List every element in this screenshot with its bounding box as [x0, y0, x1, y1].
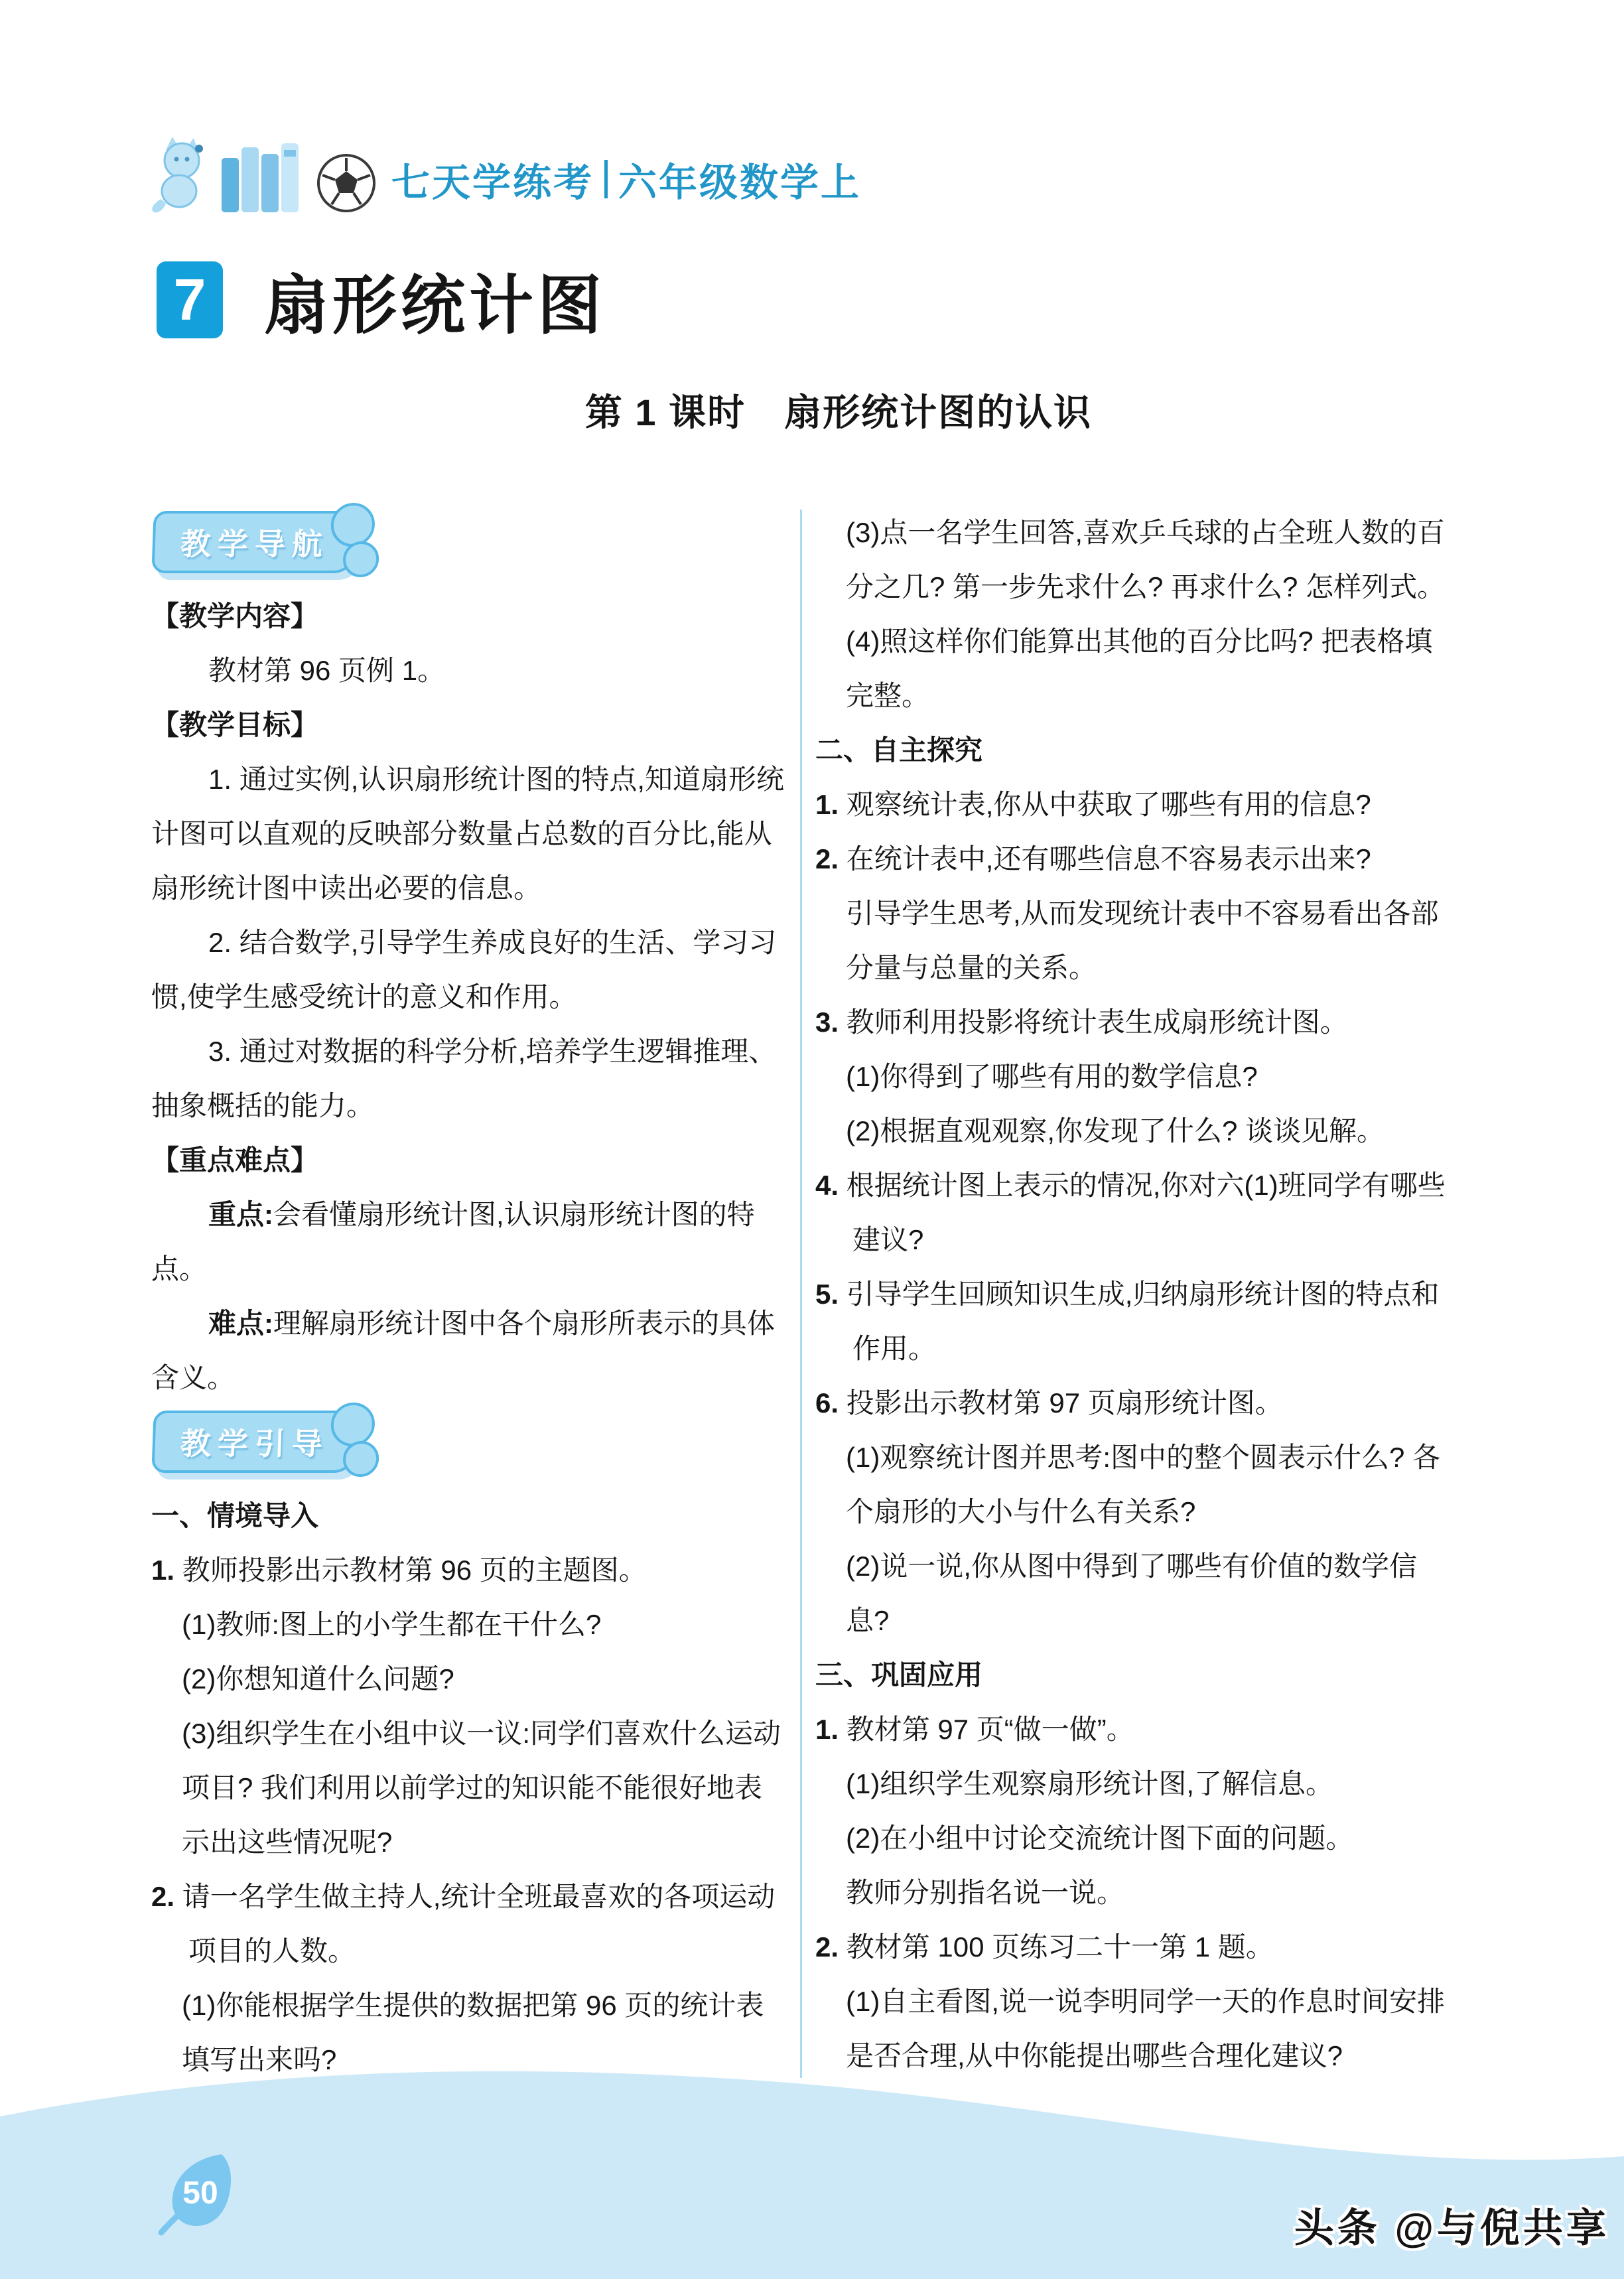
list-subitem: (1)你能根据学生提供的数据把第 96 页的统计表填写出来吗? [182, 1990, 764, 2075]
list-number: 4. [815, 1170, 839, 1201]
heading-teaching-goals: 【教学目标】 [151, 709, 319, 740]
list-number: 1. [815, 1714, 839, 1745]
list-item [815, 1376, 1457, 1430]
paragraph-keypoint [151, 1188, 785, 1296]
watermark: 头条 @与倪共享 [1294, 2206, 1609, 2250]
paragraph-goal-1: 1. 通过实例,认识扇形统计图的特点,知道扇形统计图可以直观的反映部分数量占总数的百分比,能从扇形统计图中读出必要的信息。 [151, 764, 785, 904]
keypoint-text: 会看懂扇形统计图,认识扇形统计图的特点。 [151, 1199, 755, 1284]
list-number: 3. [815, 1006, 839, 1038]
heading-keypoints: 【重点难点】 [151, 1144, 319, 1176]
keypoint-label: 重点: [208, 1199, 273, 1230]
list-number: 1. [151, 1554, 175, 1586]
books-icon [220, 130, 313, 214]
chapter-number: 7 [173, 267, 206, 332]
page-number-leaf [157, 2150, 244, 2238]
right-column [815, 506, 1457, 2078]
list-subitem: (1)自主看图,说一说李明同学一天的作息时间安排是否合理,从中你能提出哪些合理化建议? [846, 1986, 1446, 2071]
list-number: 2. [815, 1931, 839, 1963]
list-text: 教师利用投影将统计表生成扇形统计图。 [846, 1006, 1348, 1038]
chapter-title: 扇形统计图 [264, 269, 606, 342]
list-subitem: (2)在小组中讨论交流统计图下面的问题。 [846, 1823, 1354, 1854]
list-number: 2. [815, 843, 839, 874]
list-text: 投影出示教材第 97 页扇形统计图。 [846, 1387, 1283, 1418]
list-subitem: (3)组织学生在小组中议一议:同学们喜欢什么运动项目? 我们利用以前学过的知识能不能很好地表示出这些情况呢? [182, 1718, 781, 1858]
column-divider [800, 510, 802, 2078]
difficulty-label: 难点: [208, 1308, 273, 1339]
paragraph-teaching-content: 教材第 96 页例 1。 [208, 655, 446, 686]
difficulty-text: 理解扇形统计图中各个扇形所表示的具体含义。 [151, 1308, 776, 1393]
brand-logo [147, 130, 377, 214]
list-text: 观察统计表,你从中获取了哪些有用的信息? [846, 789, 1371, 820]
brand-series: 七天学练考 [391, 161, 594, 204]
teaching-nav-badge: 教学导航 [151, 511, 358, 573]
brand-text [391, 151, 861, 214]
left-column [151, 506, 785, 2078]
teaching-guide-badge: 教学引导 [151, 1411, 358, 1473]
fox-mascot-icon [147, 135, 216, 214]
content-columns [151, 506, 1457, 2078]
page-header [147, 130, 861, 214]
list-number: 1. [815, 789, 839, 820]
paragraph-difficulty [151, 1296, 785, 1405]
list-text: 在统计表中,还有哪些信息不容易表示出来? [846, 843, 1371, 874]
heading-section-2: 二、自主探究 [815, 734, 983, 766]
heading-teaching-content: 【教学内容】 [151, 600, 319, 632]
list-text: 教材第 97 页“做一做”。 [846, 1714, 1134, 1745]
list-item [815, 832, 1457, 886]
list-subitem: (2)说一说,你从图中得到了哪些有价值的数学信息? [846, 1551, 1418, 1636]
list-text: 教材第 100 页练习二十一第 1 题。 [846, 1931, 1274, 1963]
list-subitem: (2)你想知道什么问题? [182, 1663, 454, 1694]
chapter-number-badge [157, 261, 223, 338]
list-item [151, 1870, 785, 1978]
list-continuation: 引导学生思考,从而发现统计表中不容易看出各部分量与总量的关系。 [846, 898, 1439, 983]
list-number: 2. [151, 1881, 175, 1912]
soccer-ball-icon [316, 153, 377, 214]
heading-section-1: 一、情境导入 [151, 1500, 319, 1531]
list-item [815, 1267, 1457, 1376]
list-text: 根据统计图上表示的情况,你对六(1)班同学有哪些建议? [846, 1170, 1446, 1255]
list-item [815, 1158, 1457, 1267]
brand-divider [604, 160, 608, 198]
list-item [815, 778, 1457, 832]
list-subitem: (1)你得到了哪些有用的数学信息? [846, 1061, 1258, 1092]
list-number: 5. [815, 1278, 839, 1310]
list-item [151, 1543, 785, 1598]
paragraph-goal-2: 2. 结合数学,引导学生养成良好的生活、学习习惯,使学生感受统计的意义和作用。 [151, 927, 777, 1012]
list-subitem: (4)照这样你们能算出其他的百分比吗? 把表格填完整。 [846, 626, 1433, 711]
lesson-title: 第 1 课时 扇形统计图的认识 [584, 391, 1093, 433]
list-subitem: (2)根据直观观察,你发现了什么? 谈谈见解。 [846, 1115, 1385, 1146]
list-subitem: (1)组织学生观察扇形统计图,了解信息。 [846, 1768, 1334, 1799]
list-continuation: 教师分别指名说一说。 [846, 1877, 1125, 1908]
list-subitem: (3)点一名学生回答,喜欢乒乓球的占全班人数的百分之几? 第一步先求什么? 再求什么? 怎样列式。 [846, 517, 1446, 602]
list-number: 6. [815, 1387, 839, 1418]
list-text: 引导学生回顾知识生成,归纳扇形统计图的特点和作用。 [846, 1278, 1440, 1364]
heading-section-3: 三、巩固应用 [815, 1659, 983, 1691]
list-text: 请一名学生做主持人,统计全班最喜欢的各项运动项目的人数。 [182, 1881, 776, 1967]
list-text: 教师投影出示教材第 96 页的主题图。 [182, 1554, 647, 1586]
list-subitem: (1)教师:图上的小学生都在干什么? [182, 1609, 602, 1640]
chapter-heading [157, 253, 606, 346]
list-item [815, 995, 1457, 1050]
paragraph-goal-3: 3. 通过对数据的科学分析,培养学生逻辑推理、抽象概括的能力。 [151, 1036, 777, 1121]
list-item [815, 1920, 1457, 1974]
list-subitem: (1)观察统计图并思考:图中的整个圆表示什么? 各个扇形的大小与什么有关系? [846, 1442, 1441, 1527]
list-item [815, 1702, 1457, 1757]
brand-subject: 六年级数学上 [618, 161, 862, 204]
page-number: 50 [182, 2175, 218, 2211]
